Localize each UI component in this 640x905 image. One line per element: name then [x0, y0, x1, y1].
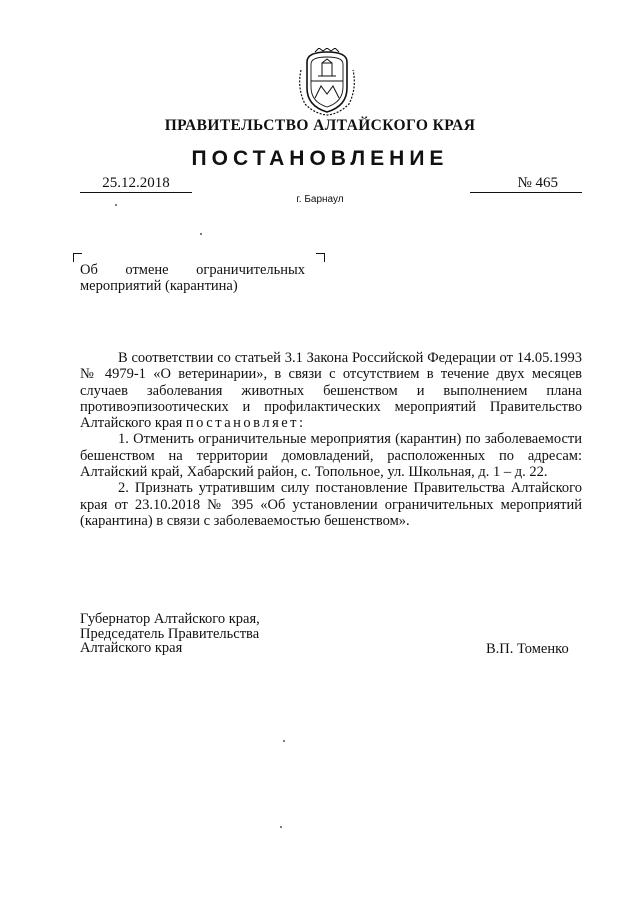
- coat-of-arms-emblem: [297, 48, 357, 116]
- document-number: № 465: [470, 174, 582, 193]
- item-1-paragraph: 1. Отменить ограничительные мероприятия (карантин) по заболеваемости бешенством на территории домовладений, расположенных по адресам: Алтайский край, Хабарский район, с. Топольное, ул. Школьная, д. 1 – д. 22.: [80, 431, 582, 481]
- scan-speck: [115, 204, 117, 206]
- organization-name: ПРАВИТЕЛЬСТВО АЛТАЙСКОГО КРАЯ: [164, 117, 476, 134]
- subject-line-2: мероприятий (карантина): [80, 278, 238, 294]
- subject-bracket-left: [73, 253, 82, 262]
- scan-speck: [280, 826, 282, 828]
- scan-speck: [283, 740, 285, 742]
- signatory-title-line-1: Губернатор Алтайского края,: [80, 611, 260, 627]
- item-2-paragraph: 2. Признать утратившим силу постановление Правительства Алтайского края от 23.10.2018 № 395 «Об установлении ограничительных мероприятий (карантина) в связи с заболеваемостью бешенством».: [80, 480, 582, 529]
- document-type-title: ПОСТАНОВЛЕНИЕ: [191, 147, 449, 170]
- signatory-title-line-2: Председатель Правительства: [80, 625, 260, 642]
- scan-speck: [200, 233, 202, 235]
- document-body: [80, 350, 582, 529]
- subject-line-1: Об отмене ограничительных: [80, 262, 305, 278]
- document-date: 25.12.2018: [80, 174, 192, 193]
- decree-word: постановляет:: [185, 415, 306, 432]
- subject-bracket-right: [316, 253, 325, 262]
- intro-paragraph: [80, 350, 582, 431]
- signatory-name: В.П. Томенко: [486, 641, 569, 657]
- signatory-title-line-3: Алтайского края: [80, 640, 183, 656]
- document-city: г. Барнаул: [296, 194, 344, 205]
- document-subject: [80, 262, 305, 294]
- signatory-title: [80, 612, 260, 656]
- intro-text: В соответствии со статьей 3.1 Закона Российской Федерации от 14.05.1993 № 4979-1 «О ветеринарии», в связи с отсутствием в течение двух месяцев случаев заболевания животных бешенством и выполнением плана противоэпизоотических и профилактических мероприятий Правительство Алтайского края: [80, 350, 582, 432]
